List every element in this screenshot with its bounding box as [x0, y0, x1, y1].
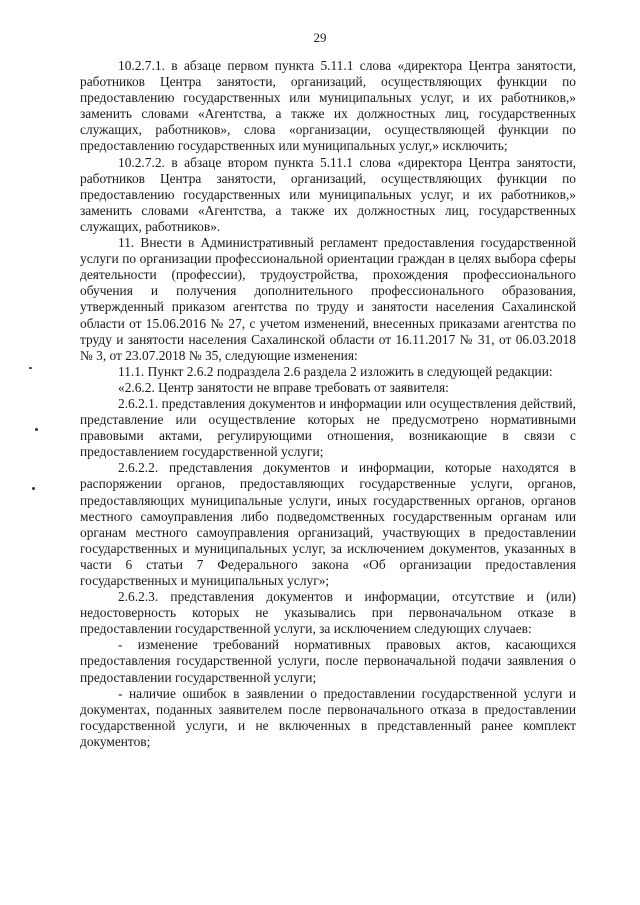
list-item-errors-in-application: - наличие ошибок в заявлении о предоставлении государственной услуги и документах, поданных заявителем после первоначального отказа в предоставлении государственной услуги, и не включенных в представленный ранее комплект документов;	[80, 685, 576, 749]
paragraph-11-1: 11.1. Пункт 2.6.2 подраздела 2.6 раздела 2 изложить в следующей редакции:	[118, 363, 553, 379]
paragraph-2-6-2-2: 2.6.2.2. представления документов и информации, которые находятся в распоряжении органов, предоставляющих государственные услуги, органов, предоставляющих муниципальные услуги, иных государственных органов, органов местного самоуправления либо подведомственных государственным органам или органам местного самоуправления организаций, участвующих в предоставлении государственных и муниципальных услуг, за исключением документов, указанных в части 6 статьи 7 Федерального закона «Об организации предоставления государственных и муниципальных услуг»;	[80, 460, 576, 588]
scan-speck	[35, 428, 38, 431]
list-item-requirements-change: - изменение требований нормативных правовых актов, касающихся предоставления государственной услуги, после первоначальной подачи заявления о предоставлении государственной услуги;	[80, 637, 576, 685]
paragraph-11: 11. Внести в Административный регламент предоставления государственной услуги по организации профессиональной ориентации граждан в целях выбора сферы деятельности (профессии), трудоустройства, прохождения профессионального обучения и получения дополнительного профессионального образования, утвержденный приказом агентства по труду и занятости населения Сахалинской области от 15.06.2016 № 27, с учетом изменений, внесенных приказами агентства по труду и занятости населения Сахалинской области от 16.11.2017 № 31, от 06.03.2018 № 3, от 23.07.2018 № 35, следующие изменения:	[80, 235, 576, 363]
paragraph-2-6-2-1: 2.6.2.1. представления документов и информации или осуществления действий, представление или осуществление которых не предусмотрено нормативными правовыми актами, регулирующими отношения, возникающие в связи с предоставлением государственной услуги;	[80, 395, 576, 460]
scan-speck	[32, 487, 35, 490]
page-number: 29	[313, 30, 327, 45]
paragraph-2-6-2: «2.6.2. Центр занятости не вправе требовать от заявителя:	[118, 379, 449, 395]
paragraph-10-2-7-2: 10.2.7.2. в абзаце втором пункта 5.11.1 слова «директора Центра занятости, работников Центра занятости, организаций, осуществляющих функции по предоставлению государственных или муниципальных услуг, и их работников,» заменить словами «Агентства, а также их должностных лиц, государственных служащих, работников».	[80, 154, 576, 234]
paragraph-10-2-7-1: 10.2.7.1. в абзаце первом пункта 5.11.1 слова «директора Центра занятости, работников Центра занятости, организаций, осуществляющих функции по предоставлению государственных или муниципальных услуг, и их работников,» заменить словами «Агентства, а также их должностных лиц, государственных служащих, работников», слова «организации, осуществляющей функции по предоставлению государственных или муниципальных услуг,» исключить;	[80, 58, 576, 154]
paragraph-2-6-2-3: 2.6.2.3. представления документов и информации, отсутствие и (или) недостоверность которых не указывались при первоначальном отказе в предоставлении государственной услуги, за исключением следующих случаев:	[80, 589, 576, 637]
document-body	[80, 58, 576, 750]
scan-speck	[29, 367, 32, 369]
